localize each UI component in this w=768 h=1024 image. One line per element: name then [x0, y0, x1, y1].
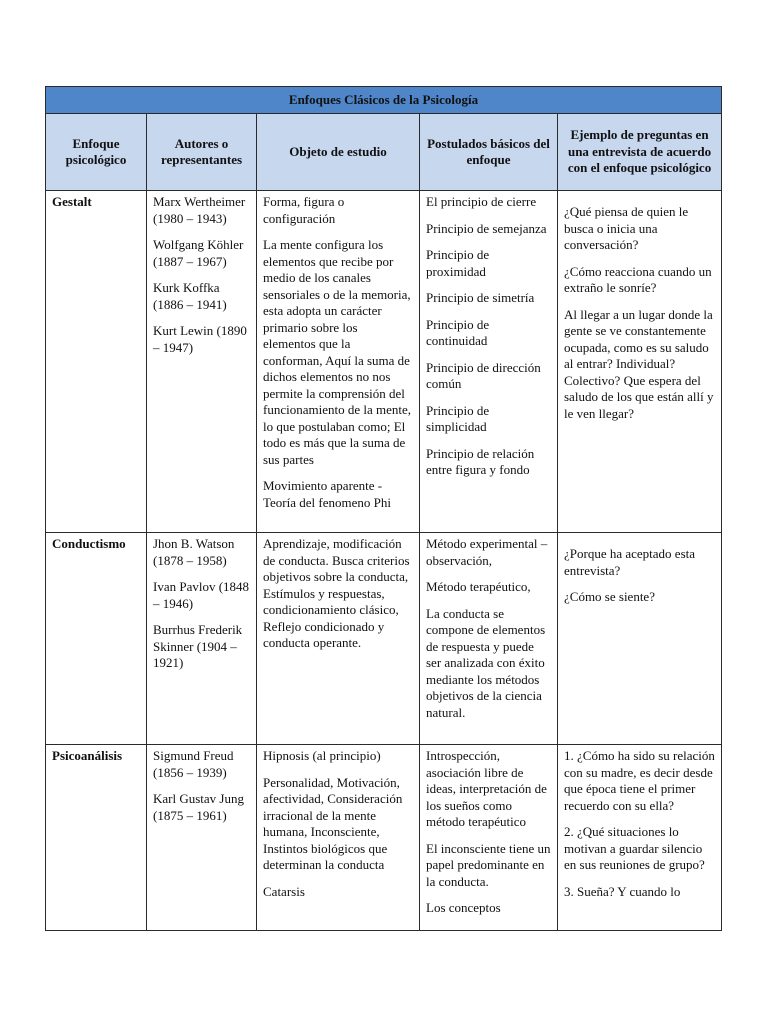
header-postulates: Postulados básicos del enfoque: [420, 114, 558, 191]
postulates-cell: [420, 745, 558, 931]
author: Kurk Koffka (1886 – 1941): [153, 280, 227, 312]
question: ¿Porque ha aceptado esta entrevista?: [564, 546, 696, 578]
postulate: Principio de dirección común: [426, 359, 541, 391]
question: 2. ¿Qué situaciones lo motivan a guardar silencio en sus reuniones de grupo?: [564, 824, 705, 872]
object-text: Hipnosis (al principio): [263, 748, 381, 763]
header-object: Objeto de estudio: [257, 114, 420, 191]
object-text: Forma, figura o configuración: [263, 194, 345, 226]
table-row: [46, 191, 722, 533]
object-cell: [257, 533, 420, 745]
questions-cell: [558, 533, 722, 745]
postulate: Principio de proximidad: [426, 247, 490, 279]
approach-name: Psicoanálisis: [46, 745, 147, 931]
author: Marx Wertheimer (1980 – 1943): [153, 194, 246, 226]
author: Sigmund Freud (1856 – 1939): [153, 748, 234, 780]
questions-cell: [558, 191, 722, 533]
author: Wolfgang Köhler (1887 – 1967): [153, 237, 244, 269]
object-text: La mente configura los elementos que recibe por medio de los canales sensoriales o de la memoria, esta adopta un carácter primario sobre los elementos que la conforman, Aquí la suma de dichos elementos no nos permite la comprensión del funcionamiento de la mente, lo que postulaban como; El todo es más que la suma de sus partes: [263, 237, 412, 467]
postulate: El inconsciente tiene un papel predominante en la conducta.: [426, 840, 551, 889]
author: Jhon B. Watson (1878 – 1958): [153, 536, 235, 568]
psychology-approaches-table: [45, 86, 722, 931]
approach-name: Gestalt: [46, 191, 147, 533]
postulates-cell: [420, 191, 558, 533]
author: Karl Gustav Jung (1875 – 1961): [153, 791, 244, 823]
cell-spacer: [564, 536, 715, 546]
question: ¿Cómo reacciona cuando un extraño le sonríe?: [564, 263, 712, 295]
table-row: [46, 745, 722, 931]
question: ¿Qué piensa de quien le busca o inicia una conversación?: [564, 204, 689, 252]
table-title-row: [46, 87, 722, 114]
questions-cell: [558, 745, 722, 931]
author: Kurt Lewin (1890 – 1947): [153, 323, 247, 355]
question: 1. ¿Cómo ha sido su relación con su madre, es decir desde que época tiene el primer recuerdo con su ella?: [564, 748, 715, 813]
postulate: Método terapéutico,: [426, 579, 531, 594]
postulate: Principio de continuidad: [426, 316, 490, 348]
cell-spacer: [564, 194, 715, 204]
object-text: Personalidad, Motivación, afectividad, Consideración irracional de la mente humana, Inconsciente, Instintos biológicos que determinan la conducta: [263, 774, 403, 872]
approach-name: Conductismo: [46, 533, 147, 745]
header-questions: Ejemplo de preguntas en una entrevista de acuerdo con el enfoque psicológico: [558, 114, 722, 191]
author: Burrhus Frederik Skinner (1904 – 1921): [153, 622, 243, 670]
object-text: Catarsis: [263, 883, 305, 899]
author: Ivan Pavlov (1848 – 1946): [153, 579, 250, 611]
postulate: Introspección, asociación libre de ideas, interpretación de los sueños como método terapéutico: [426, 748, 547, 829]
table-title: Enfoques Clásicos de la Psicología: [46, 87, 722, 114]
object-text: Movimiento aparente - Teoría del fenomeno Phi: [263, 478, 391, 510]
object-text: Aprendizaje, modificación de conducta. Busca criterios objetivos sobre la conducta, Estímulos y respuestas, condicionamiento clásico, Reflejo condicionado y conducta operante.: [263, 536, 410, 650]
postulate: Método experimental – observación,: [426, 536, 548, 568]
question: Al llegar a un lugar donde la gente se ve constantemente ocupada, como es su saludo al entrar? Individual? Colectivo? Que espera del saludo de los que están allí y le ven llegar?: [564, 306, 714, 421]
postulate: Los conceptos: [426, 900, 501, 915]
object-cell: [257, 745, 420, 931]
object-cell: [257, 191, 420, 533]
authors-cell: [147, 533, 257, 745]
question: 3. Sueña? Y cuando lo: [564, 883, 681, 899]
authors-cell: [147, 745, 257, 931]
postulate: Principio de simetría: [426, 290, 535, 305]
authors-cell: [147, 191, 257, 533]
postulate: Principio de simplicidad: [426, 402, 490, 434]
postulate: La conducta se compone de elementos de respuesta y puede ser analizada con éxito mediante los métodos objetivos de la ciencia natural.: [426, 605, 546, 720]
table-row: [46, 533, 722, 745]
header-approach: Enfoque psicológico: [46, 114, 147, 191]
postulate: Principio de relación entre figura y fondo: [426, 445, 535, 477]
question: ¿Cómo se siente?: [564, 589, 655, 604]
postulate: El principio de cierre: [426, 194, 537, 209]
postulate: Principio de semejanza: [426, 220, 547, 236]
header-authors: Autores o representantes: [147, 114, 257, 191]
table-header-row: [46, 114, 722, 191]
postulates-cell: [420, 533, 558, 745]
